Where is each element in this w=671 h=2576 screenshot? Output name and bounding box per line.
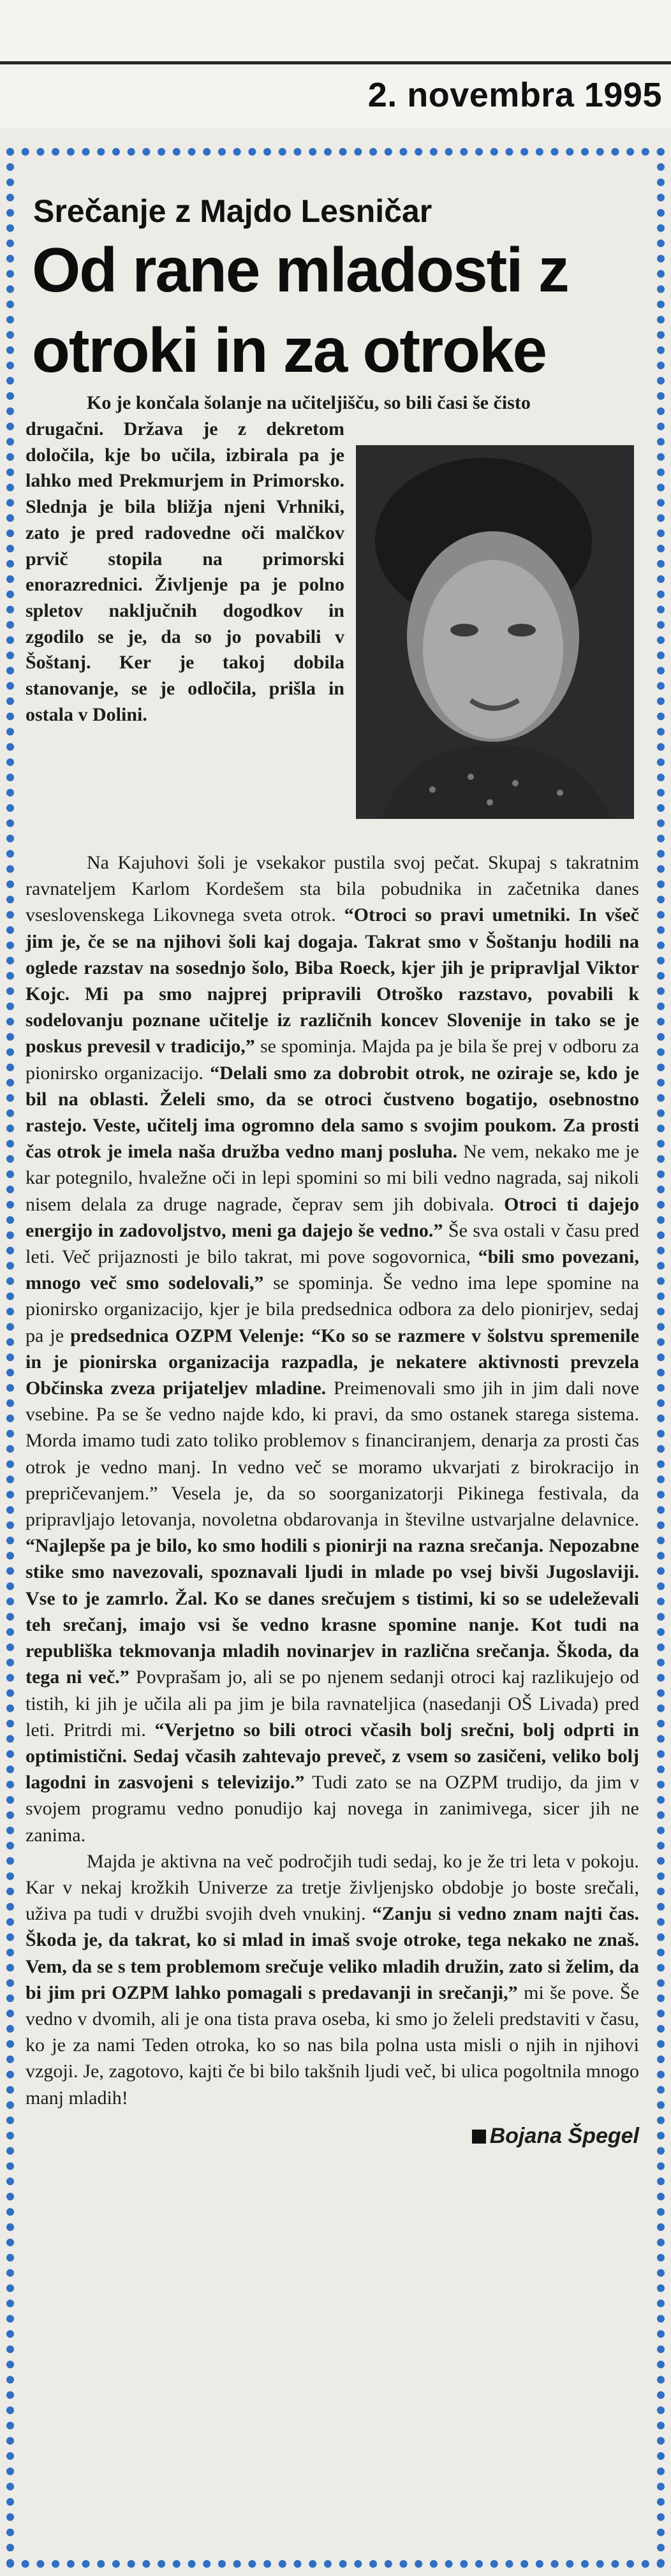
text-run: Ne vem, nekako me je kar potegnilo, hvaležne oči in lepi spomini so mi bili vedno nagrada, saj nikoli nisem delala za druge nagrade, čeprav sem jih dobivala. — [26, 1141, 639, 1215]
quote-run: “Verjetno so bili otroci včasih bolj srečni, bolj odprti in optimistični. Sedaj včasih zahtevajo preveč, z vsem so zasičeni, veliko bolj lagodni in zasvojeni s televizijo.” — [26, 1719, 639, 1793]
lead-paragraph: drugačni. Država je z dekretom določila, kje bo učila, izbirala pa je lahko med Prekmurjem in Primorsko. Slednja je bila bližja njeni Vrhniki, zato je pred radovedne oči malčkov prvič stopila na primorski enorazrednici. Življenje pa je polno spletov naključnih dogodkov in zgodilo se je, da so jo povabili v Šoštanj. Ker je takoj dobila stanovanje, se je odločila, prišla in ostala v Dolini. — [26, 418, 344, 725]
lead-section — [26, 390, 639, 850]
quote-run: “Najlepše pa je bilo, ko smo hodili s pionirji na razna srečanja. Nepozabne stike smo navezovali, spoznavali ljudi in mlade po vsej bivši Jugoslaviji. Vse to je zamrlo. Žal. Ko se danes srečujem s tistimi, ki so se udeleževali teh srečanj, imajo vsi še vedno krasne spomine nanje. Kot tudi na republiška tekmovanja mladih novinarjev in različna srečanja. Škoda, da tega ni več.” — [26, 1535, 639, 1688]
text-run: se spominja. Majda pa je bila še prej v odboru za pionirsko organizacijo. — [26, 1036, 639, 1084]
text-run: Povprašam jo, ali se po njenem sedanji otroci kaj razlikujejo od tistih, ki jih je učila ali pa jim je bila ravnateljica (nasedanji OŠ Livada) pred leti. Pritrdi mi. — [26, 1667, 639, 1741]
date-header — [0, 0, 671, 128]
article-body — [26, 850, 639, 2111]
header-rule — [0, 61, 671, 64]
article — [26, 165, 639, 2149]
quote-run: “Otroci so pravi umetniki. In všeč jim je, če se na njihovi šoli kaj dogaja. Takrat smo v Šoštanju hodili na oglede razstav na sosednjo šolo, Biba Roeck, kjer jih je pripravljal Viktor Kojc. Mi pa smo najprej pripravili Otroško razstavo, povabili k sodelovanju poznane učitelje iz različnih koncev Slovenije in tako se je poskus prevesil v tradicijo,” — [26, 904, 639, 1057]
text-run: mi še pove. Še vedno v dvomih, ali je ona tista prava oseba, ki smo jo želeli predstaviti v času, ko je za nami Teden otroka, ko so nas bila polna usta misli o njih in njihovi vzgoji. Je, zagotovo, kajti če bi bilo takšnih ljudi več, bi ulica pogoltnila mnogo manj mladih! — [26, 1982, 639, 2109]
byline-author: Bojana Špegel — [489, 2123, 639, 2148]
paragraph-1 — [26, 850, 639, 1848]
text-run: se spominja. Še vedno ima lepe spomine na pionirsko organizacijo, kjer je bila predsednica odbora za delo pionirjev, sedaj pa je — [26, 1272, 640, 1346]
portrait-illustration — [356, 445, 634, 819]
text-run: Majda je aktivna na več področjih tudi sedaj, ko je že tri leta v pokoju. Kar v nekaj krožkih Univerze za tretje življenjsko obdobje jo boste srečali, uživa pa tudi v družbi svojih dveh vnukinj. — [26, 1850, 639, 1925]
portrait-photo — [356, 445, 634, 819]
quote-run: “bili smo povezani, mnogo več smo sodelovali,” — [26, 1246, 639, 1294]
issue-date: 2. novembra 1995 — [367, 76, 662, 114]
quote-run: Otroci ti dajejo energijo in zadovoljstvo, meni ga dajejo še vedno.” — [26, 1193, 639, 1241]
text-run: Še sva ostali v času pred leti. Več prijaznosti je bilo takrat, mi pove sogovornica, — [26, 1219, 639, 1268]
quote-run: “Zanju si vedno znam najti čas. Škoda je, da takrat, ko si mlad in imaš svoje otroke, tega nekako ne znaš. Vem, da se s tem problemom srečuje veliko mladih družin, zato si želim, da bi jim pri OZPM lahko pomagali s predavanji in srečanji,” — [26, 1903, 639, 2003]
text-run: Preimenovali smo jih in jim dali nove vsebine. Pa se še vedno najde kdo, ki pravi, da smo ostanek starega sistema. Morda imamo tudi zato toliko problemov s financiranjem, denarja za prosti čas otrok je vedno manj. In vedno več se moramo ukvarjati z birokracijo in prepričevanjem.” — [26, 1378, 640, 1504]
text-run: Na Kajuhovi šoli je vsekakor pustila svoj pečat. Skupaj s takratnim ravnateljem Karlom Kordešem sta bila pobudnika in začetnika danes vseslovenskega Likovnega sveta otrok. — [26, 852, 639, 926]
headline-line-2: otroki in za otroke — [32, 315, 547, 385]
byline-square-icon — [472, 2130, 486, 2144]
text-run: Tudi zato se na OZPM trudijo, da jim v svojem programu vedno ponudijo kaj novega in zanimivega, sicer jih ne zanima. — [26, 1772, 640, 1846]
lead-first-line: Ko je končala šolanje na učiteljišču, so bili časi še čisto — [87, 392, 531, 413]
text-run: Vesela je, da so soorganizatorji Pikinega festivala, da pripravljajo letovanja, novoletna obdarovanja in številne ustvarjalne delavnice. — [26, 1482, 639, 1531]
article-overline: Srečanje z Majdo Lesničar — [33, 193, 432, 229]
paragraph-2 — [26, 1848, 639, 2111]
quote-run: “Delali smo za dobrobit otrok, ne oziraje se, kdo je bil na oblasti. Želeli smo, da se otroci čustveno bogatijo, osebnostno rastejo. Veste, učitelj ima ogromno dela samo s svojim poukom. Za prosti čas otrok je imela naša družba vedno manj posluha. — [26, 1062, 639, 1163]
quote-run: predsednica OZPM Velenje: “Ko so se razmere v šolstvu spremenile in je pionirska organizacija razpadla, je nekatere aktivnosti prevzela Občinska zveza prijateljev mladine. — [26, 1325, 640, 1399]
byline — [26, 2124, 639, 2149]
headline-line-1: Od rane mladosti z — [32, 235, 568, 305]
